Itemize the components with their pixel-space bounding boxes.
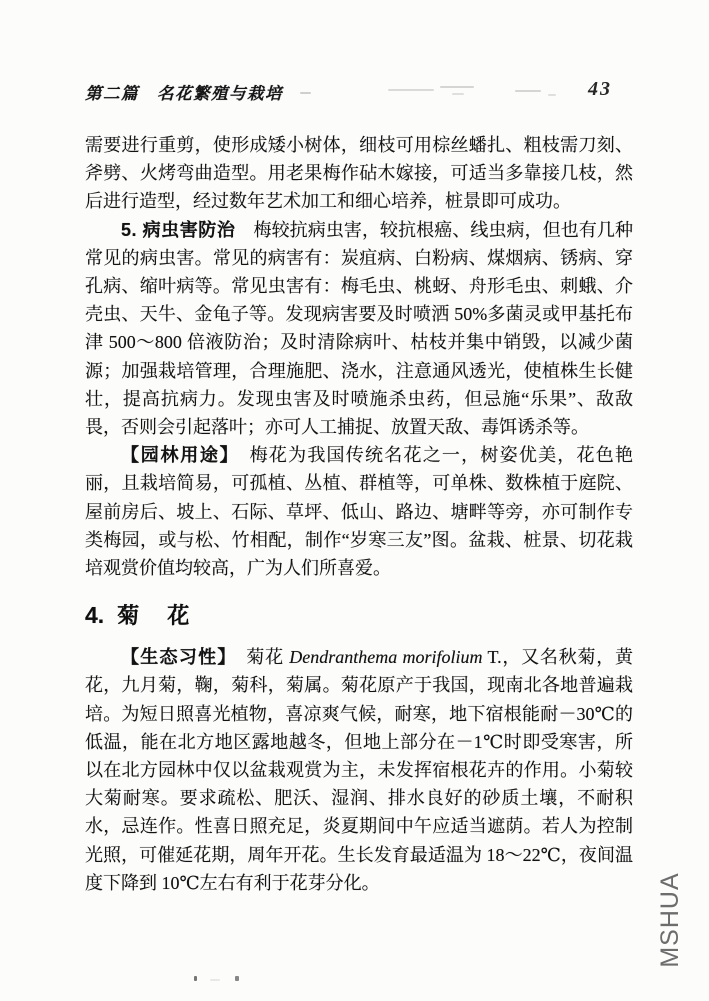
chapter-title: 第二篇 名花繁殖与栽培 [85,85,283,103]
running-header [85,80,633,106]
page-number: 43 [588,78,612,100]
paragraph-text: 梅花为我国传统名花之一，树姿优美，花色艳丽，且栽培简易，可孤植、丛植、群植等，可单株、数株植于庭院、屋前房后、坡上、石际、草坪、低山、路边、塘畔等旁，亦可制作专类梅园，或与松、竹相配，制作“岁寒三友”图。盆栽、桩景、切花栽培观赏价值均较高，广为人们所喜爱。 [85,445,634,579]
paragraph-bold-segment: 【园林用途】 [121,445,231,466]
section-heading [85,599,633,630]
paragraph-text: 需要进行重剪，使形成矮小树体，细枝可用棕丝蟠扎、粗枝需刀刻、斧劈、火烤弯曲造型。用老果梅作砧木嫁接，可适当多靠接几枝，然后进行造型，经过数年艺术加工和细心培养，桩景即可成功。 [85,135,633,212]
section-title: 菊 花 [117,603,193,629]
paragraph-text: T.，又名秋菊，黄花，九月菊，鞠，菊科，菊属。菊花原产于我国，现南北各地普遍栽培。为短日照喜光植物，喜凉爽气候，耐寒，地下宿根能耐－30℃的低温，能在北方地区露地越冬，但地上部分在－1℃时即受寒害，所以在北方园林中仅以盆栽观赏为主，未发挥宿根花卉的作用。小菊较大菊耐寒。要求疏松、肥沃、湿润、排水良好的砂质土壤，不耐积水，忌连作。性喜日照充足，炎夏期间中午应适当遮荫。若人为控制光照，可催延花期，周年开花。生长发育最适温为 18～22℃，夜间温度下降到 10℃左右有利于花芽分化。 [85,647,634,893]
scan-noise [300,92,311,94]
paragraph-bold-segment: 5. 病虫害防治 [121,219,236,240]
scan-noise [548,94,556,96]
scan-noise [440,86,474,88]
scan-noise [515,90,541,92]
scan-noise [210,979,220,981]
scan-noise [452,93,464,95]
paragraph-italic-segment: Dendranthema morifolium [289,647,483,668]
section-number: 4. [85,602,105,629]
paragraph-text: 梅较抗病虫害，较抗根癌、线虫病，但也有几种常见的病虫害。常见的病害有：炭疽病、白粉病、煤烟病、锈病、穿孔病、缩叶病等。常见虫害有：梅毛虫、桃蚜、舟形毛虫、刺蛾、介壳虫、天牛、金龟子等。发现病害要及时喷洒 50%多菌灵或甲基托布津 500～800 倍液防治；及时清除病叶、枯枝并集中销毁，以减少菌源；加强栽培管理，合理施肥、浇水，注意通风透光，使植株生长健壮，提高抗病力。发现虫害及时喷施杀虫药，但忌施“乐果”、敌敌畏，否则会引起落叶；亦可人工捕捉、放置天敌、毒饵诱杀等。 [85,219,633,438]
paragraph [85,441,633,582]
scan-noise [194,976,197,981]
paragraph [85,216,633,442]
paragraph-bold-segment: 【生态习性】 [121,647,228,668]
paragraph [85,131,633,216]
scan-noise [235,976,239,981]
paragraph-text: 菊花 [227,647,290,668]
watermark-text: MSHUA [656,872,684,968]
scan-noise [388,89,434,91]
paragraph [85,643,633,897]
page-body [85,131,633,897]
